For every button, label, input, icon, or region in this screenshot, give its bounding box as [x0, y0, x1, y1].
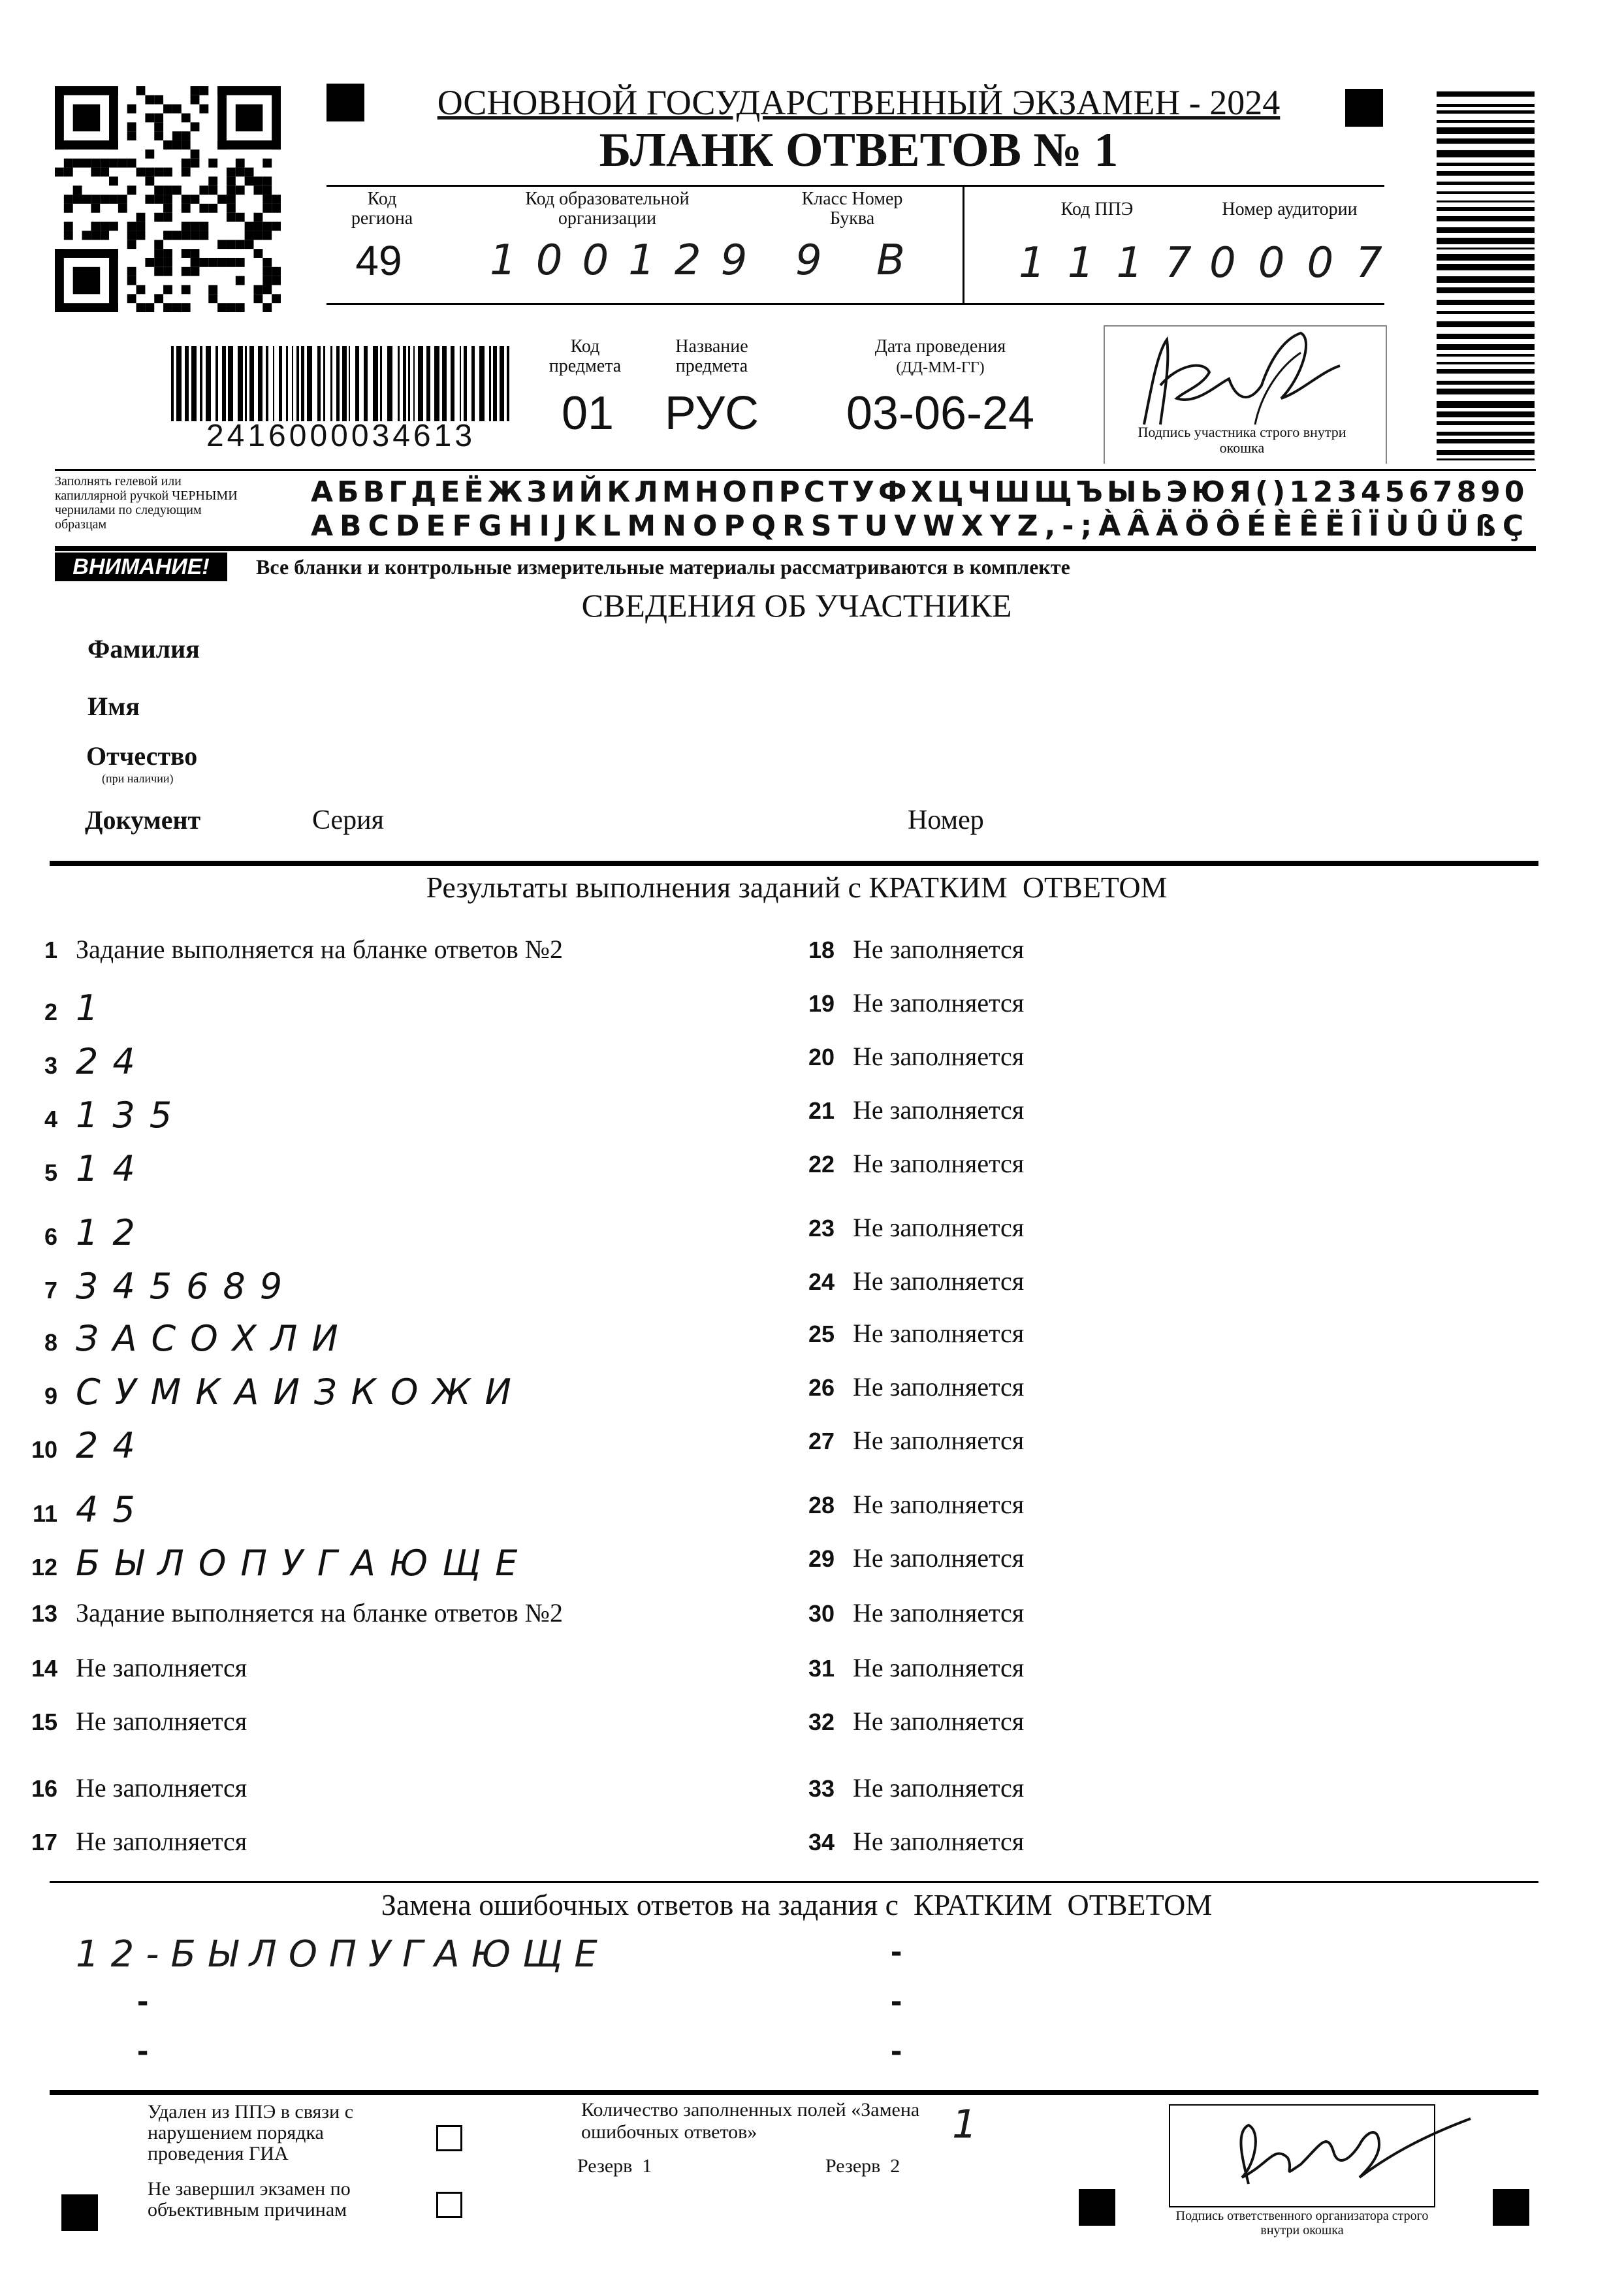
task-number: 26	[808, 1374, 835, 1401]
task-status-text: Не заполняется	[853, 1707, 1025, 1736]
vertical-barcode-icon	[1437, 91, 1535, 464]
answer-row-24[interactable]	[797, 1266, 1024, 1296]
header-rule-top	[326, 185, 1384, 187]
answer-row-4[interactable]	[20, 1095, 186, 1136]
room-value: 0007	[1209, 239, 1405, 287]
task-status-text: Не заполняется	[853, 1095, 1025, 1125]
task-number: 23	[808, 1215, 835, 1242]
participant-signature-icon	[1105, 327, 1386, 431]
class-letter: В	[876, 236, 914, 285]
participant-signature-box[interactable]	[1104, 325, 1387, 464]
answer-row-1[interactable]	[20, 934, 563, 965]
task-number: 4	[44, 1106, 57, 1132]
marker-square-bottom-left	[61, 2194, 98, 2231]
task-status-text: Не заполняется	[853, 1773, 1025, 1803]
organizer-signature-box[interactable]	[1169, 2104, 1435, 2237]
task-number: 30	[808, 1600, 835, 1627]
task-status-text: Не заполняется	[853, 935, 1025, 964]
handwritten-answer[interactable]: 12	[76, 1212, 150, 1253]
task-number: 3	[44, 1052, 57, 1079]
participant-signature-caption: Подпись участника строго внутри окошка	[1138, 424, 1346, 456]
answer-row-29[interactable]	[797, 1543, 1024, 1573]
answer-row-11[interactable]	[20, 1489, 150, 1530]
task-status-text: Не заполняется	[853, 1266, 1025, 1296]
task-status-text: Задание выполняется на бланке ответов №2	[76, 935, 563, 964]
answer-row-8[interactable]	[20, 1318, 353, 1359]
task-number: 13	[31, 1600, 57, 1627]
handwritten-answer[interactable]: 14	[76, 1148, 150, 1189]
organizer-signature-caption: Подпись ответственного организатора строго внутри окошка	[1175, 2209, 1429, 2237]
date-format: (ДД-ММ-ГГ)	[896, 359, 985, 376]
replacement-dash[interactable]: -	[137, 2032, 149, 2070]
task-status-text: Не заполняется	[76, 1707, 247, 1736]
not-finished-checkbox[interactable]	[436, 2192, 462, 2218]
task-number: 34	[808, 1829, 835, 1855]
org-label: Код образовательной организации	[525, 189, 690, 229]
answer-row-2[interactable]	[20, 987, 112, 1029]
replacement-rule	[50, 1881, 1538, 1883]
answer-row-30[interactable]	[797, 1597, 1024, 1628]
task-status-text: Не заполняется	[76, 1827, 247, 1856]
results-rule	[50, 861, 1538, 866]
ppe-label: Код ППЭ	[1060, 199, 1134, 219]
task-status-text: Не заполняется	[853, 1598, 1025, 1628]
handwritten-answer[interactable]: ЗАСОХЛИ	[76, 1318, 353, 1359]
marker-square-top-right	[1345, 89, 1383, 127]
name-label: Имя	[88, 692, 140, 721]
number-label: Номер	[908, 805, 984, 835]
patronymic-note: (при наличии)	[102, 772, 174, 785]
replacement-dash[interactable]: -	[891, 1982, 902, 2020]
class-label: Класс Номер Буква	[801, 189, 903, 229]
header-rule-bottom	[326, 303, 1384, 305]
task-status-text: Не заполняется	[853, 1213, 1025, 1242]
answer-row-13[interactable]	[20, 1597, 563, 1628]
subject-code-label: Код предмета	[549, 336, 622, 376]
form-title: БЛАНК ОТВЕТОВ № 1	[599, 123, 1119, 177]
footer-rule	[50, 2090, 1538, 2095]
task-number: 7	[44, 1277, 57, 1304]
task-number: 29	[808, 1545, 835, 1572]
patronymic-label: Отчество	[86, 741, 198, 771]
task-number: 20	[808, 1044, 835, 1070]
header-divider	[963, 185, 964, 303]
answer-row-6[interactable]	[20, 1212, 150, 1253]
handwritten-answer[interactable]: БЫЛОПУГАЮЩЕ	[76, 1543, 532, 1584]
task-number: 22	[808, 1151, 835, 1178]
replacement-section-title: Замена ошибочных ответов на задания с КРАТКИМ ОТВЕТОМ	[381, 1888, 1213, 1921]
handwritten-answer[interactable]: 24	[76, 1425, 150, 1466]
replacement-dash[interactable]: -	[137, 1982, 149, 2020]
task-number: 17	[31, 1829, 57, 1855]
task-number: 31	[808, 1655, 835, 1682]
answer-row-9[interactable]	[20, 1371, 526, 1413]
marker-square-top-left	[326, 84, 364, 121]
task-number: 24	[808, 1268, 835, 1295]
task-number: 21	[808, 1097, 835, 1124]
date-value: 03-06-24	[846, 387, 1035, 440]
task-status-text: Не заполняется	[76, 1653, 247, 1682]
task-status-text: Не заполняется	[76, 1773, 247, 1803]
not-finished-label: Не завершил экзамен по объективным причинам	[148, 2178, 351, 2221]
replacement-dash[interactable]: -	[891, 1932, 902, 1970]
subject-code-value: 01	[561, 387, 614, 440]
exam-title: ОСНОВНОЙ ГОСУДАРСТВЕННЫЙ ЭКЗАМЕН - 2024	[437, 83, 1281, 122]
reserve-1: Резерв 1	[577, 2155, 652, 2177]
reserve-2: Резерв 2	[825, 2155, 900, 2177]
task-status-text: Не заполняется	[853, 1426, 1025, 1455]
task-number: 12	[31, 1554, 57, 1580]
answer-row-17[interactable]	[20, 1826, 247, 1857]
task-number: 16	[31, 1775, 57, 1802]
replacement-dash[interactable]: -	[891, 2032, 902, 2070]
task-status-text: Не заполняется	[853, 1149, 1025, 1178]
sample-row-2: ABCDEFGHIJKLMNOPQRSTUVWXYZ,-;ÀÂÄÖÔÉÈÊËÎÏÙÛÜßÇ	[311, 509, 1531, 543]
answer-row-33[interactable]	[797, 1772, 1024, 1803]
task-number: 5	[44, 1159, 57, 1186]
barcode-number: 2416000034613	[206, 419, 476, 453]
task-number: 33	[808, 1775, 835, 1802]
series-label: Серия	[312, 805, 384, 835]
task-number: 2	[44, 999, 57, 1025]
answer-row-3[interactable]	[20, 1041, 150, 1082]
answer-row-25[interactable]	[797, 1318, 1024, 1349]
task-number: 11	[32, 1500, 57, 1527]
answer-row-26[interactable]	[797, 1371, 1024, 1402]
handwritten-answer[interactable]: 1	[76, 987, 113, 1029]
region-value: 49	[355, 237, 402, 284]
task-number: 10	[31, 1436, 57, 1463]
answer-row-31[interactable]	[797, 1652, 1024, 1683]
task-status-text: Не заполняется	[853, 1319, 1025, 1348]
answer-row-18[interactable]	[797, 934, 1024, 965]
answer-row-19[interactable]	[797, 987, 1024, 1018]
task-number: 27	[808, 1428, 835, 1454]
task-number: 25	[808, 1321, 835, 1347]
answer-row-5[interactable]	[20, 1148, 150, 1189]
participant-section-title: СВЕДЕНИЯ ОБ УЧАСТНИКЕ	[581, 587, 1012, 624]
replacement-entry-1[interactable]: 12-БЫЛОПУГАЮЩЕ	[76, 1933, 609, 1976]
task-number: 19	[808, 990, 835, 1017]
handwritten-answer[interactable]: 45	[76, 1489, 150, 1530]
removed-label: Удален из ППЭ в связи с нарушением порядка проведения ГИА	[148, 2101, 354, 2164]
removed-checkbox[interactable]	[436, 2125, 462, 2151]
task-number: 14	[31, 1655, 57, 1682]
task-status-text: Не заполняется	[853, 1543, 1025, 1573]
answer-row-21[interactable]	[797, 1095, 1024, 1125]
task-number: 1	[44, 937, 57, 963]
handwritten-answer[interactable]: 135	[76, 1095, 187, 1136]
task-status-text: Не заполняется	[853, 1042, 1025, 1071]
organizer-signature-icon	[1170, 2106, 1510, 2204]
task-number: 28	[808, 1492, 835, 1518]
class-number: 9	[795, 236, 831, 285]
task-number: 9	[44, 1383, 57, 1409]
answer-row-34[interactable]	[797, 1826, 1024, 1857]
answer-row-28[interactable]	[797, 1489, 1024, 1520]
room-label: Номер аудитории	[1222, 199, 1358, 219]
answer-row-23[interactable]	[797, 1212, 1024, 1243]
task-status-text: Не заполняется	[853, 988, 1025, 1018]
attention-badge: ВНИМАНИЕ!	[55, 553, 227, 581]
task-status-text: Задание выполняется на бланке ответов №2	[76, 1598, 563, 1628]
fill-instructions: Заполнять гелевой или капиллярной ручкой ЧЕРНЫМИ чернилами по следующим образцам	[55, 474, 238, 532]
answer-row-20[interactable]	[797, 1041, 1024, 1072]
answer-row-15[interactable]	[20, 1706, 247, 1737]
answer-row-27[interactable]	[797, 1425, 1024, 1456]
replacement-count-label: Количество заполненных полей «Замена ошибочных ответов»	[581, 2099, 920, 2143]
sample-rule-top	[55, 469, 1536, 471]
answer-row-16[interactable]	[20, 1772, 247, 1803]
task-number: 32	[808, 1708, 835, 1735]
task-number: 6	[44, 1223, 57, 1250]
attention-rule	[55, 546, 1536, 551]
subject-name-value: РУС	[664, 387, 759, 440]
answer-row-10[interactable]	[20, 1425, 150, 1466]
subject-name-label: Название предмета	[675, 336, 748, 376]
answer-row-32[interactable]	[797, 1706, 1024, 1737]
qr-code	[55, 86, 281, 312]
region-label: Код региона	[351, 189, 413, 229]
marker-square-bottom-middle	[1079, 2189, 1115, 2226]
task-number: 18	[808, 937, 835, 963]
org-value: 100129	[490, 236, 767, 285]
attention-text: Все бланки и контрольные измерительные материалы рассматриваются в комплекте	[256, 555, 1070, 579]
replacement-count-value[interactable]: 1	[952, 2102, 987, 2147]
answer-row-14[interactable]	[20, 1652, 247, 1683]
task-status-text: Не заполняется	[853, 1372, 1025, 1402]
document-label: Документ	[85, 805, 201, 835]
task-status-text: Не заполняется	[853, 1490, 1025, 1519]
handwritten-answer[interactable]: СУМКАИЗКОЖИ	[76, 1371, 526, 1413]
handwritten-answer[interactable]: 345689	[76, 1266, 297, 1307]
date-label: Дата проведения	[874, 336, 1006, 357]
sample-row-1: АБВГДЕЁЖЗИЙКЛМНОПРСТУФХЦЧШЩЪЫЬЭЮЯ()1234567890	[311, 475, 1529, 509]
answer-row-7[interactable]	[20, 1266, 296, 1307]
surname-label: Фамилия	[88, 634, 200, 664]
ppe-value: 1117	[1019, 239, 1214, 287]
task-number: 8	[44, 1329, 57, 1356]
answer-row-22[interactable]	[797, 1148, 1024, 1179]
answer-row-12[interactable]	[20, 1543, 532, 1584]
handwritten-answer[interactable]: 24	[76, 1041, 150, 1082]
task-status-text: Не заполняется	[853, 1653, 1025, 1682]
results-section-title: Результаты выполнения заданий с КРАТКИМ ОТВЕТОМ	[426, 871, 1168, 904]
task-status-text: Не заполняется	[853, 1827, 1025, 1856]
task-number: 15	[31, 1708, 57, 1735]
